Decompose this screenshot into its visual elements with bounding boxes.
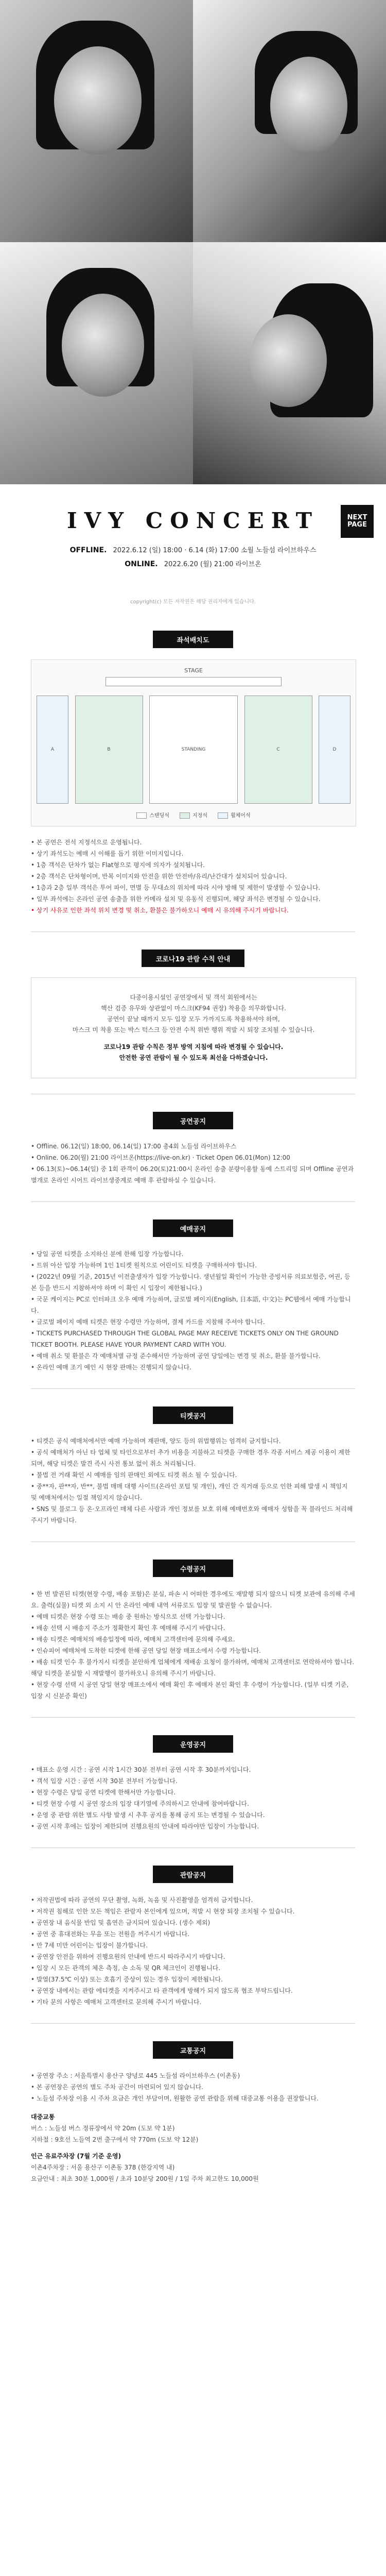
list-item: • SNS 및 블로그 등 온·오프라인 매체 다른 사람과 개인 정보를 보호 위해 예매번호와 예매자 성함을 꼭 블라인드 처리해 주시기 바랍니다.	[31, 1503, 355, 1526]
list-item: • (2022년 09월 기준, 2015년 이전출생자가 입장 가능합니다. 생년월일 확인이 가능한 증빙서류 의료보험증, 여권, 등본 등을 반드시 지참하셔야 하며 이 확인 시 입장이 제한됩니다.)	[31, 1271, 355, 1294]
list-item: • 본 공연장은 공연의 별도 주차 공간이 마련되어 있지 않습니다.	[31, 2081, 355, 2093]
seat-blocks	[37, 696, 350, 804]
list-item: • TICKETS PURCHASED THROUGH THE GLOBAL PAGE MAY RECEIVE TICKETS ONLY ON THE GROUND TICKET BOOTH. PLEASE HAVE YOUR PAYMENT CARD WITH YOU.	[31, 1328, 355, 1350]
list-item: • 인슈피어 예매처에 도착한 티켓에 한해 공연 당일 현장 매표소에서 수령 가능합니다.	[31, 1645, 355, 1656]
pickup-notice-list	[31, 1588, 355, 1702]
covid-bold-line: 안전한 공연 관람이 될 수 있도록 최선을 다하겠습니다.	[119, 1054, 268, 1061]
concert-title: IVY CONCERT	[66, 508, 320, 533]
ticket-notice-list	[31, 1435, 355, 1526]
parking-heading: 인근 유료주차장 (7월 기준 운영)	[31, 2153, 121, 2160]
transport-heading: 대중교통	[31, 2113, 55, 2121]
covid-section	[0, 932, 386, 1094]
parking-line: 이촌4주차장 : 서울 용산구 이촌동 378 (한강지역 내)	[31, 2164, 175, 2171]
list-item: • 당일 공연 티켓을 소지하신 분에 한해 입장 가능합니다.	[31, 1248, 355, 1260]
ticket-notice-heading: 티켓공지	[153, 1406, 233, 1424]
list-item: • 공연장 내에서는 관람 에티켓을 지켜주시고 타 관객에게 방해가 되지 않도록 협조 부탁드립니다.	[31, 1985, 355, 1996]
list-item: • 공연장 주소 : 서울특별시 용산구 양녕로 445 노들섬 라이브하우스 (이촌동)	[31, 2070, 355, 2081]
transport-notice-heading: 교통공지	[153, 2041, 233, 2059]
seat-map	[31, 659, 356, 826]
list-item: • 운영 중 관람 위한 별도 사항 발생 시 추후 공지를 통해 공지 또는 변경될 수 있습니다.	[31, 1809, 355, 1821]
list-item: • Online. 06.20(월) 21:00 라이브온(https://live-on.kr) · Ticket Open 06.01(Mon) 12:00	[31, 1152, 355, 1163]
performance-notice-list	[31, 1141, 355, 1186]
list-item: • 국문 케이지는 PC로 인터파크 오우 예매 가능하며, 글로벌 페이지(English, 日本語, 中文)는 PC웹에서 예매 가능합니다.	[31, 1294, 355, 1316]
list-item: • 공식 예매처가 아닌 타 업체 및 타인으로부터 추가 비용을 지불하고 티켓을 구매한 경우 각종 서비스 제공 이용이 제한되며, 해당 티켓은 발견 즉시 사전 통보 없이 취소 처리됩니다.	[31, 1447, 355, 1469]
stage	[106, 677, 282, 686]
next-page-logo: NEXT PAGE	[341, 505, 374, 538]
list-item: • 2층 객석은 단차형이며, 반복 이미지와 안전을 위한 안전바/유리/난간대가 설치되어 있습니다.	[31, 871, 355, 882]
list-item: • 공연장 내 음식물 반입 및 흡연은 금지되어 있습니다. (생수 제외)	[31, 1917, 355, 1928]
list-item: • 기타 문의 사항은 예매처 고객센터로 문의해 주시기 바랍니다.	[31, 1996, 355, 2008]
legend-item-reserved: 지정석	[180, 811, 207, 819]
online-text: 2022.6.20 (월) 21:00 라이브온	[164, 561, 261, 568]
list-item: • 중**자, 판**자, 반**, 불법 매매 대행 사이트(온라인 포털 및 개인), 개인 간 직거래 등으로 인한 피해 발생 시 책임지 및 예매처에서는 일절 책임지지 않습니다.	[31, 1481, 355, 1503]
seat-legend	[37, 811, 350, 819]
list-item: • 불법 전 거래 확인 시 예매를 임의 판매인 외에도 티켓 취소 될 수 있습니다.	[31, 1469, 355, 1481]
performance-notice-heading: 공연공지	[153, 1112, 233, 1129]
list-item: • 노들섬 주차장 이용 시 주차 요금은 개인 부담이며, 원활한 공연 관람을 위해 대중교통 이용을 권장합니다.	[31, 2093, 355, 2104]
list-item: • 현장 수령은 당일 공연 티켓에 한해서만 가능합니다.	[31, 1787, 355, 1798]
covid-line: 다중이용시설인 공연장에서 및 객석 회원에서는	[130, 994, 257, 1001]
online-label: ONLINE.	[125, 560, 158, 568]
transport-notice-section	[0, 2024, 386, 2200]
viewing-notice-heading: 관람공지	[153, 1866, 233, 1883]
list-item: • 일부 좌석에는 온라인 공연 송출을 위한 카메라 설치 및 유동석 진행되며, 해당 좌석은 변경될 수 있습니다.	[31, 893, 355, 905]
list-item: • 본 공연은 전석 지정석으로 운영됩니다.	[31, 837, 355, 848]
list-item: • 매표소 운영 시간 : 공연 시작 1시간 30분 전부터 공연 시작 후 30분까지입니다.	[31, 1764, 355, 1775]
viewing-notice-section	[0, 1848, 386, 2023]
pickup-notice-section	[0, 1542, 386, 1717]
seat-block-a	[37, 696, 68, 804]
online-info	[0, 558, 386, 568]
list-item: • 발열(37.5℃ 이상) 또는 호흡기 증상이 있는 경우 입장이 제한됩니다.	[31, 1974, 355, 1985]
list-item: • 온라인 예매 조기 예인 시 현장 판매는 진행되지 않습니다.	[31, 1362, 355, 1373]
list-item: • Offline. 06.12(일) 18:00, 06.14(일) 17:00 총4회 노들섬 라이브하우스	[31, 1141, 355, 1152]
list-item: • 입장 시 모든 관객의 체온 측정, 손 소독 및 QR 체크인이 진행됩니다.	[31, 1962, 355, 1974]
list-item: • 한 번 발권된 티켓(현장 수령, 배송 포함)은 분실, 파손 시 어떠한 경우에도 재발행 되지 않으니 티켓 보관에 유의해 주세요. 출력(실물) 티켓 외 소지 시 안 온라인 예매 내역 서류로도 입장 및 발권할 수 없습니다.	[31, 1588, 355, 1611]
title-block	[0, 484, 386, 583]
pickup-notice-heading: 수령공지	[153, 1560, 233, 1577]
booking-notice-heading: 예매공지	[153, 1219, 233, 1237]
transport-notice-list	[31, 2070, 355, 2104]
seat-block-label: A	[50, 747, 55, 752]
covid-line: 마스크 미 착용 또는 박스 턱스크 등 안전 수칙 위반 행위 적발 시 퇴장 조치될 수 있습니다.	[72, 1026, 315, 1033]
ticket-notice-section	[0, 1389, 386, 1541]
list-item: • 상기 좌석도는 예매 시 이해를 돕기 위한 이미지입니다.	[31, 848, 355, 859]
list-item: • 저작권법에 따라 공연의 무단 촬영, 녹화, 녹음 및 사진촬영을 엄격히 금지합니다.	[31, 1894, 355, 1906]
photo-portrait-1	[0, 0, 193, 242]
performance-notice-section	[0, 1094, 386, 1201]
viewing-notice-list	[31, 1894, 355, 2008]
seat-section	[0, 613, 386, 931]
seat-block-c	[244, 696, 312, 804]
list-item: • 티켓은 공식 예매처에서만 예매 가능하며 재판매, 양도 등의 위법행위는 엄격히 금지합니다.	[31, 1435, 355, 1447]
seat-block-label: B	[107, 747, 111, 752]
list-item: • 상기 사유로 인한 좌석 위치 변경 및 취소, 환불은 불가하오니 예매 시 유의해 주시기 바랍니다.	[31, 905, 355, 916]
list-item: • 06.13(토)~06.14(일) 중 1회 관객이 06.20(토)21:00시 온라인 송출 분량이용할 동예 스트리밍 되며 Offline 공연과 별개로 온라인 시어트 라이브생중계로 예매 후 관람하실 수 있습니다.	[31, 1163, 355, 1186]
operation-notice-section	[0, 1718, 386, 1848]
seat-block-d	[319, 696, 350, 804]
list-item: • 객석 입장 시간 : 공연 시작 30분 전부터 가능합니다.	[31, 1775, 355, 1787]
list-item: • 티켓 현장 수령 시 공연 장소의 입장 대기열에 주의하시고 안내에 참여바랍니다.	[31, 1798, 355, 1809]
seat-block-label: STANDING	[181, 747, 206, 752]
photo-portrait-2	[193, 0, 386, 242]
stage-label: STAGE	[184, 667, 203, 674]
list-item: • 공연 시작 후에는 입장이 제한되며 진행요원의 안내에 따라야만 입장이 가능합니다.	[31, 1821, 355, 1832]
transport-line: 지하철 : 9호선 노들역 2번 출구에서 약 770m (도보 약 12분)	[31, 2136, 199, 2143]
legend-item-standing: 스탠딩석	[136, 811, 169, 819]
offline-info	[0, 545, 386, 554]
covid-line: 공연이 끝날 때까지 모두 입장 모두 가까지도록 착용하셔야 하며,	[107, 1015, 280, 1023]
list-item: • 글로벌 페이지 예매 티켓은 현장 수령만 가능하며, 결제 카드를 지참해 주셔야 합니다.	[31, 1316, 355, 1328]
seat-notes	[31, 837, 355, 916]
list-item: • 1층 객석은 단차가 없는 Flat형으로 평지에 의자가 설치됩니다.	[31, 859, 355, 871]
list-item: • 1층과 2층 일부 객석은 투어 파이, 면별 등 무대쇼의 위치에 따라 시야 방해 및 제한이 발생할 수 있습니다.	[31, 882, 355, 893]
photo-portrait-3	[0, 242, 193, 484]
seat-block-label: C	[276, 747, 280, 752]
offline-text: 2022.6.12 (일) 18:00 · 6.14 (화) 17:00 소월 노들섬 라이브하우스	[113, 547, 317, 554]
covid-bold-line: 코로나19 관람 수칙은 정부 방역 지침에 따라 변경될 수 있습니다.	[103, 1043, 284, 1050]
covid-heading: 코로나19 관람 수칙 안내	[142, 950, 244, 967]
list-item: • 만 7세 미만 어린이는 입장이 불가합니다.	[31, 1940, 355, 1951]
legend-item-wheelchair: 휠체어석	[218, 811, 251, 819]
operation-notice-list	[31, 1764, 355, 1832]
covid-box	[31, 977, 356, 1078]
list-item: • 공연장 안전을 위하여 진행요원의 안내에 반드시 따라주시기 바랍니다.	[31, 1951, 355, 1962]
transport-info	[31, 2111, 355, 2184]
list-item: • 트위 아산 입장 가능하며 1인 1티켓 원칙으로 어린이도 티켓을 구매하셔야 합니다.	[31, 1260, 355, 1271]
parking-line: 요금안내 : 최초 30분 1,000원 / 초과 10분당 200원 / 1일 주차 최고한도 10,000원	[31, 2175, 259, 2182]
booking-notice-section	[0, 1202, 386, 1388]
offline-label: OFFLINE.	[69, 546, 107, 554]
seat-block-standing	[149, 696, 238, 804]
list-item: • 예매 취소 및 환불은 각 예매처별 규정 준수해서만 가능하며 공연 당일에는 변경 및 취소, 환불 불가합니다.	[31, 1350, 355, 1362]
list-item: • 예매 티켓은 현장 수령 또는 배송 중 원하는 방식으로 선택 가능합니다.	[31, 1611, 355, 1622]
copyright-text: copyright(c) 모든 저작권은 해당 권리자에게 있습니다.	[130, 599, 256, 605]
list-item: • 배송 선택 시 배송지 주소가 정확한지 확인 후 예매해 주시기 바랍니다.	[31, 1622, 355, 1634]
list-item: • 저작권 침해로 인한 모든 책임은 관람자 본인에게 있으며, 적발 시 현장 퇴장 조치될 수 있습니다.	[31, 1906, 355, 1917]
photo-portrait-4	[193, 242, 386, 484]
seat-heading: 좌석배치도	[153, 631, 233, 648]
booking-notice-list	[31, 1248, 355, 1373]
operation-notice-heading: 운영공지	[153, 1735, 233, 1753]
transport-line: 버스 : 노들섬 버스 정류장에서 약 20m (도보 약 1분)	[31, 2125, 175, 2132]
seat-block-b	[75, 696, 143, 804]
seat-block-label: D	[332, 747, 337, 752]
list-item: • 배송 티켓은 예매처의 배송일정에 따라, 예매처 고객센터에 문의해 주세요.	[31, 1634, 355, 1645]
list-item: • 배송 티켓 인수 후 불가지시 티켓을 분안하게 업체에게 재배송 요청이 불가하며, 예매처 고객센터로 연락하셔야 합니다. 해당 티켓을 분실할 시 재발행이 불가하오니 유의해 주시기 바랍니다.	[31, 1656, 355, 1679]
list-item: • 현장 수령 선택 시 공연 당일 현장 매표소에서 예매 확인 후 예매자 본인 확인 후 수령이 가능합니다. (일부 티켓 기준, 입장 시 신분증 확인)	[31, 1679, 355, 1702]
covid-line: 핵산 검증 유무와 상관없이 마스크(KF94 권장) 착용을 의무화합니다.	[101, 1005, 286, 1012]
list-item: • 공연 중 휴대전화는 무음 또는 전원을 꺼주시기 바랍니다.	[31, 1928, 355, 1940]
photo-grid	[0, 0, 386, 484]
